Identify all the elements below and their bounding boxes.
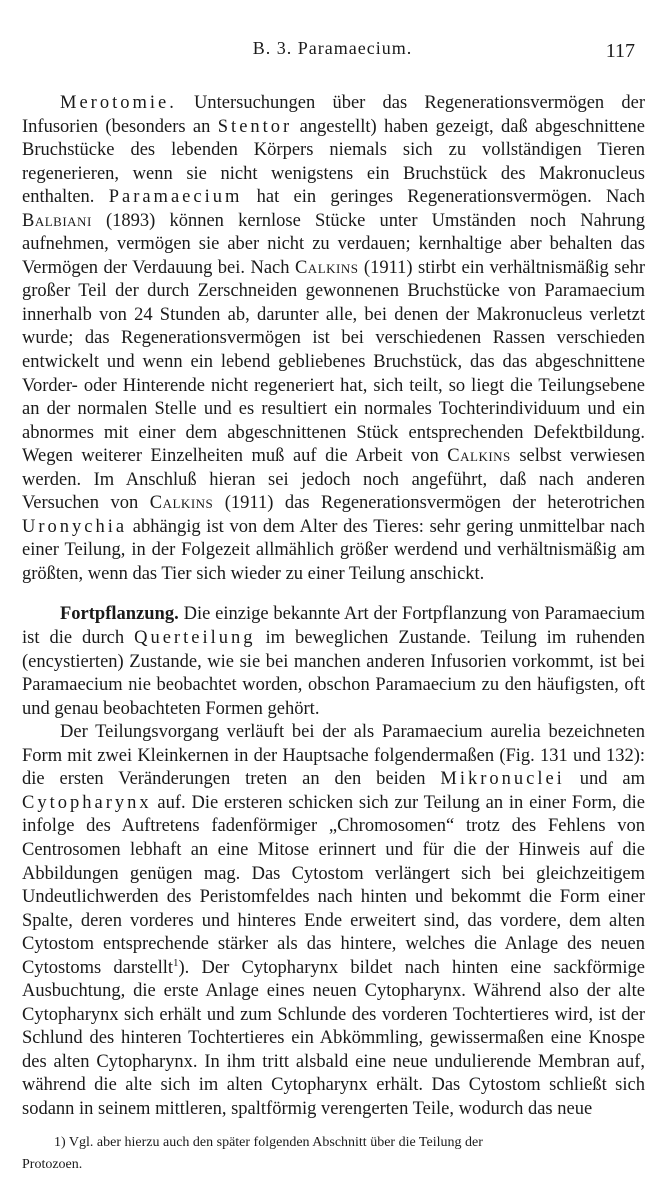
p2-text-1: Die einzige bekannte Art der Fortpflanzung von Paramaecium ist die durch <box>22 604 645 649</box>
p1-text-3: hat ein geringes Regenerationsvermögen. Nach <box>242 187 645 208</box>
term-paramaecium: Paramaecium <box>108 187 243 208</box>
p1-text-7: (1911) das Regenerationsvermögen der heterotrichen <box>213 493 645 514</box>
term-cytopharynx: Cytopharynx <box>22 792 152 813</box>
author-balbiani: Balbiani <box>22 210 92 231</box>
p3-text-1: Der Teilungsvorgang verläuft bei der als Paramaecium aurelia bezeichneten Form mit zwei Kleinkernen in der Hauptsache folgendermaßen (Fig. 131 und 132): die ersten Veränderungen treten an den beiden <box>22 722 645 790</box>
page-number: 117 <box>605 40 635 62</box>
p1-text-8: abhängig ist von dem Alter des Tieres: sehr gering unmittelbar nach einer Teilung, in der Folgezeit allmählich größer werdend und verhältnismäßig am größten, wenn das Tier sich wieder zu einer Teilung anschickt. <box>22 516 645 584</box>
p1-text-4: (1893) können kernlose Stücke unter Umständen noch Nahrung aufnehmen, vermögen sie aber nicht zu verdauen; kernhaltige aber behalten das Vermögen der Verdauung bei. Nach <box>22 210 645 278</box>
term-merotomie: Merotomie. <box>60 93 177 113</box>
p1-text-5: (1911) stirbt ein verhältnismäßig sehr großer Teil der durch Zerschneiden gewonnenen Bruchstücke von Paramaecium innerhalb von 24 Stunden ab, darunter alle, bei denen der Makronucleus verletzt wurde; das Regenerationsvermögen ist bei verschiedenen Rassen verschieden entwickelt und wenn ein lebend gebliebenes Bruchstück, das das abgeschnittene Vorder- oder Hinterende nicht regeneriert hat, sich teilt, so liegt die Teilungsebene an der normalen Stelle und es resultiert ein normales Tochterindividuum und ein abnormes mit einer dem abgeschnittenen Stück entsprechenden Defektbildung. Wegen weiterer Einzelheiten muß auf die Arbeit von <box>22 257 645 467</box>
term-stentor: Stentor <box>217 116 293 137</box>
page-header <box>22 38 643 68</box>
body-text <box>22 92 645 1122</box>
term-mikronuclei: Mikronuclei <box>440 769 565 790</box>
author-calkins: Calkins <box>294 257 359 278</box>
paragraph-merotomie <box>22 92 645 586</box>
p1-text-2: angestellt) haben gezeigt, daß abgeschnittene Bruchstücke des lebenden Körpers niemals sich zu vollständigen Tieren regenerieren, wenn sie nicht wenigstens ein Bruchstück des Makronucleus enthalten. <box>22 116 645 208</box>
author-calkins: Calkins <box>447 446 511 467</box>
footnote-line-2: Protozoen. <box>22 1157 83 1172</box>
running-head: B. 3. Paramaecium. <box>252 38 413 58</box>
p3-text-3: auf. Die ersteren schicken sich zur Teilung an in einer Form, die infolge des Auftretens fadenförmiger „Chromosomen“ trotz des Fehlens von Centrosomen lebhaft an eine Mitose erinnert und für die der Hinweis auf die Abbildungen genügen mag. Das Cytostom verlängert sich bei gleichzeitigem Undeutlichwerden des Peristomfeldes nach hinten und bekommt die Form einer Spalte, deren vorderes und hinteres Ende erweitert sind, das vordere, dem alten Cytostom entsprechende stärker als das hintere, welches die Anlage des neuen Cytostoms darstellt <box>22 792 645 978</box>
paragraph-fortpflanzung <box>22 603 645 721</box>
p2-text-2: im beweglichen Zustande. Teilung im ruhenden (encystierten) Zustande, wie sie bei manchen anderen Infusorien vorkommt, ist bei Paramaecium nie beobachtet worden, obschon Paramaecium zu den häufigsten, oft und genau beobachteten Formen gehört. <box>22 628 646 719</box>
p1-text-6: selbst verwiesen werden. Im Anschluß hieran sei jedoch noch angeführt, daß nach anderen Versuchen von <box>22 446 645 514</box>
paragraph-teilungsvorgang <box>22 721 645 1121</box>
p3-text-2: und am <box>564 769 645 790</box>
p3-text-4: ). Der Cytopharynx bildet nach hinten eine sackförmige Ausbuchtung, die erste Anlage eines neuen Cytopharynx. Während also der alte Cytopharynx sich erhält und zum Schlunde des vorderen Tochtertieres wird, ist der Schlund des hinteren Tochtertieres ein Abkömmling, gewissermaßen eine Knospe des alten Cytopharynx. In ihm tritt alsbald eine neue undulierende Membran auf, während die alte sich im alten Cytopharynx erhält. Das Cytostom schließt sich sodann in seinem mittleren, spaltförmig verengerten Teile, wodurch das neue <box>22 957 645 1119</box>
heading-fortpflanzung: Fortpflanzung. <box>60 604 179 625</box>
footnote-reference: 1 <box>173 956 179 969</box>
term-querteilung: Querteilung <box>134 628 256 649</box>
p1-text-1: Untersuchungen über das Regenerationsvermögen der Infusorien (besonders an <box>22 93 645 137</box>
term-uronychia: Uronychia <box>22 516 128 537</box>
footnotes <box>22 1132 645 1176</box>
footnote-line-1: 1) Vgl. aber hierzu auch den später folgenden Abschnitt über die Teilung der <box>54 1135 483 1150</box>
author-calkins: Calkins <box>149 493 214 514</box>
